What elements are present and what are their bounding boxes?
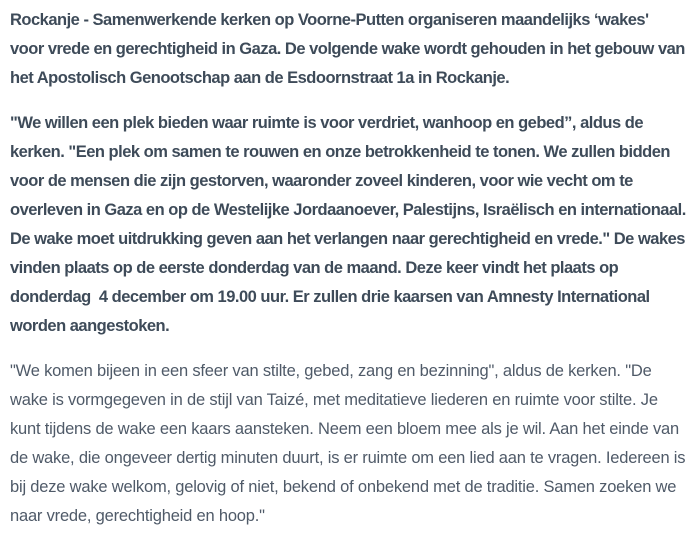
- article-paragraph-quote-details: "We willen een plek bieden waar ruimte is voor verdriet, wanhoop en gebed”, aldus de kerken. "Een plek om samen te rouwen en onze betrokkenheid te tonen. We zullen bidden voor de mensen die zijn gestorven, waaronder zoveel kinderen, voor wie vecht om te overleven in Gaza en op de Westelijke Jordaanoever, Palestijns, Israëlisch en internationaal. De wake moet uitdrukking geven aan het verlangen naar gerechtigheid en vrede." De wakes vinden plaats op de eerste donderdag van de maand. Deze keer vindt het plaats op donderdag 4 december om 19.00 uur. Er zullen drie kaarsen van Amnesty International worden aangestoken.: [10, 114, 690, 335]
- article-paragraph-description: "We komen bijeen in een sfeer van stilte, gebed, zang en bezinning", aldus de kerken. "De wake is vormgegeven in de stijl van Taizé, met meditatieve liederen en ruimte voor stilte. Je kunt tijdens de wake een kaars aansteken. Neem een bloem mee als je wil. Aan het einde van de wake, die ongeveer dertig minuten duurt, is er ruimte om een lied aan te vragen. Iedereen is bij deze wake welkom, gelovig of niet, bekend of onbekend met de traditie. Samen zoeken we naar vrede, gerechtigheid en hoop.": [10, 362, 690, 525]
- article-paragraph-intro: Rockanje - Samenwerkende kerken op Voorne-Putten organiseren maandelijks ‘wakes' voor vrede en gerechtigheid in Gaza. De volgende wake wordt gehouden in het gebouw van het Apostolisch Genootschap aan de Esdoornstraat 1a in Rockanje.: [10, 11, 689, 87]
